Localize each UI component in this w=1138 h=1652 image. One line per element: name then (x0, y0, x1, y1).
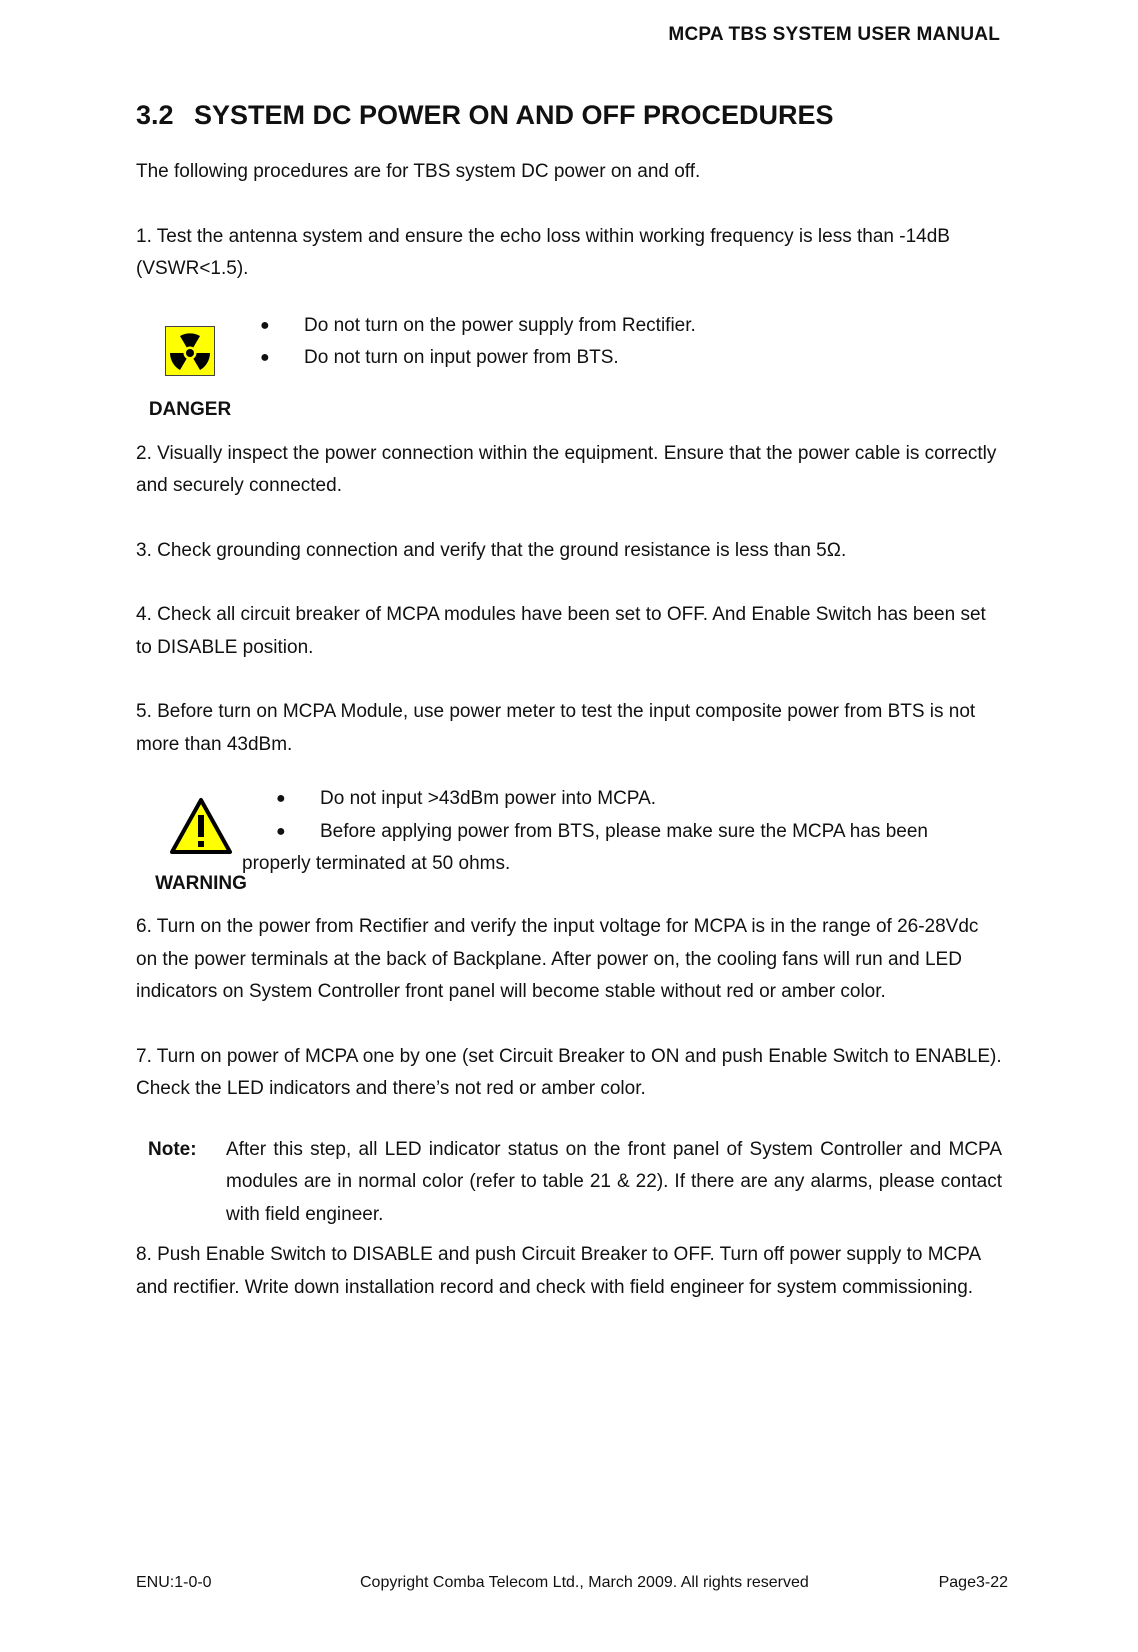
bullet-icon: ● (276, 790, 286, 807)
step-2: 2. Visually inspect the power connection within the equipment. Ensure that the power cable is correctly and securely connected. (136, 442, 997, 496)
section-heading (136, 100, 834, 131)
note-label: Note: (148, 1138, 197, 1160)
section-number: 3.2 (136, 100, 174, 130)
note-text: After this step, all LED indicator status on the front panel of System Controller and MCPA modules are in normal color (refer to table 21 & 22). If there are any alarms, please contact with field engineer. (226, 1138, 1002, 1225)
step-7: 7. Turn on power of MCPA one by one (set Circuit Breaker to ON and push Enable Switch to ENABLE). Check the LED indicators and there’s not red or amber color. (136, 1045, 1002, 1099)
danger-label: DANGER (148, 399, 232, 420)
intro-paragraph: The following procedures are for TBS system DC power on and off. (136, 161, 701, 182)
step-4: 4. Check all circuit breaker of MCPA modules have been set to OFF. And Enable Switch has been set to DISABLE position. (136, 604, 986, 658)
section-title: SYSTEM DC POWER ON AND OFF PROCEDURES (194, 100, 834, 130)
bullet-icon: ● (260, 316, 270, 334)
danger-list (260, 310, 1020, 375)
document-body (136, 156, 1002, 1336)
step-3: 3. Check grounding connection and verify that the ground resistance is less than 5Ω. (136, 539, 847, 561)
danger-icon-box (136, 326, 244, 422)
list-item: ● Do not turn on the power supply from Rectifier. (260, 310, 1020, 343)
footer-copyright: Copyright Comba Telecom Ltd., March 2009. All rights reserved (360, 1574, 809, 1591)
warning-list (242, 783, 1016, 881)
radiation-icon (165, 326, 215, 376)
step-1: 1. Test the antenna system and ensure the echo loss within working frequency is less than -14dB (VSWR<1.5). (136, 225, 950, 279)
warning-label: WARNING (155, 872, 247, 894)
bullet-icon: ● (276, 822, 286, 840)
danger-callout (136, 310, 1002, 420)
list-item: ● Do not input >43dBm power into MCPA. (276, 783, 1016, 816)
step-6: 6. Turn on the power from Rectifier and verify the input voltage for MCPA is in the range of 26-28Vdc on the power terminals at the back of Backplane. After power on, the cooling fans will run and LED indicators on System Controller front panel will become stable without red or amber color. (136, 916, 979, 1002)
running-header: MCPA TBS SYSTEM USER MANUAL (668, 24, 1000, 45)
list-item: ● Do not turn on input power from BTS. (260, 342, 1020, 375)
list-item-continuation: properly terminated at 50 ohms. (242, 853, 511, 874)
footer-page-number: Page3-22 (938, 1574, 1008, 1591)
warning-triangle-icon (169, 797, 233, 855)
warning-callout (136, 783, 1002, 894)
bullet-icon: ● (260, 349, 270, 366)
note-block (136, 1134, 1002, 1232)
step-8: 8. Push Enable Switch to DISABLE and push Circuit Breaker to OFF. Turn off power supply to MCPA and rectifier. Write down installation record and check with field engineer for system commissioning. (136, 1244, 981, 1298)
step-5: 5. Before turn on MCPA Module, use power meter to test the input composite power from BTS is not more than 43dBm. (136, 701, 976, 755)
list-item: ● Before applying power from BTS, please make sure the MCPA has been (276, 816, 1016, 849)
footer-doc-id: ENU:1-0-0 (136, 1574, 212, 1591)
